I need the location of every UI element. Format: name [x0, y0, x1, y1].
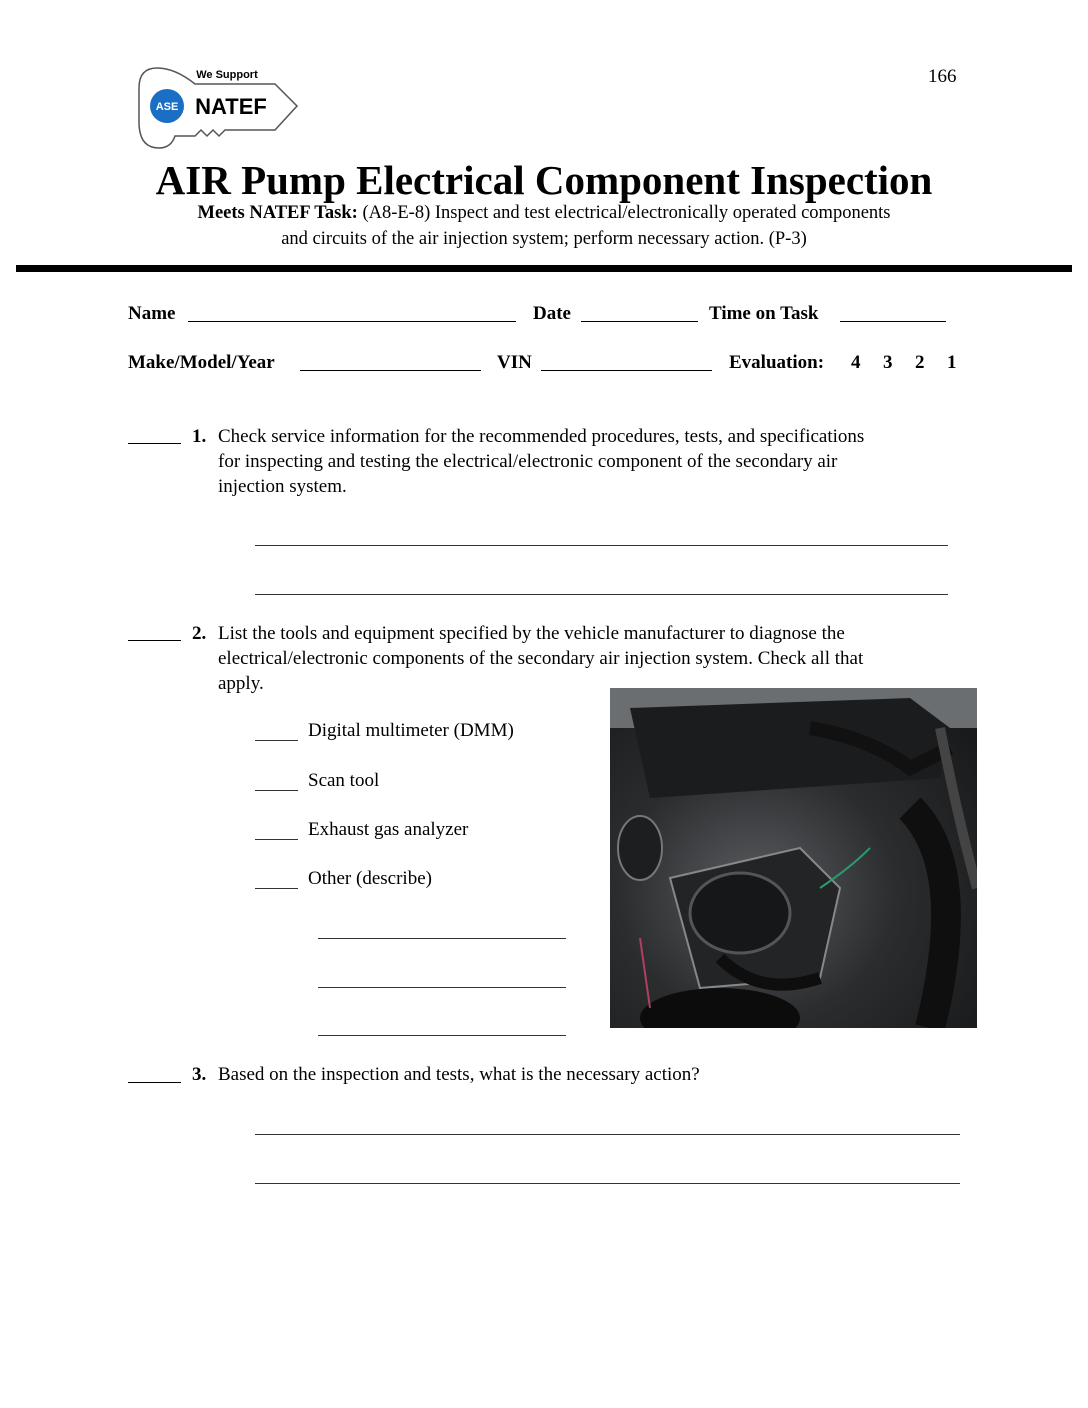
item-3-answer-line[interactable] [255, 1183, 960, 1184]
item-1-text: for inspecting and testing the electrical/electronic component of the secondary air [218, 451, 838, 472]
item-2-number: 2. [192, 623, 207, 644]
date-label: Date [533, 303, 571, 324]
checklist-blank-scan-tool[interactable] [255, 790, 298, 791]
checklist-blank-dmm[interactable] [255, 740, 298, 741]
item-1-text: injection system. [218, 476, 347, 497]
checklist-item-other: Other (describe) [308, 868, 432, 889]
other-describe-line[interactable] [318, 938, 566, 939]
checklist-blank-other[interactable] [255, 888, 298, 889]
item-3-text: Based on the inspection and tests, what is the necessary action? [218, 1064, 700, 1085]
logo-badge-text: ASE [155, 101, 179, 113]
make-model-year-field[interactable] [300, 370, 481, 371]
other-describe-line[interactable] [318, 1035, 566, 1036]
item-1-answer-line[interactable] [255, 545, 948, 546]
task-line-1 [0, 203, 1088, 224]
date-field[interactable] [581, 321, 698, 322]
time-on-task-field[interactable] [840, 321, 946, 322]
page-title: AIR Pump Electrical Component Inspection [155, 157, 933, 203]
svg-text:We Support: We Support [196, 69, 258, 81]
make-model-year-label: Make/Model/Year [128, 352, 275, 373]
svg-text:NATEF: NATEF [195, 94, 267, 119]
page-number: 166 [928, 66, 957, 87]
evaluation-score-4[interactable]: 4 [851, 352, 861, 373]
item-2-check-blank[interactable] [128, 640, 181, 641]
other-describe-line[interactable] [318, 987, 566, 988]
natef-logo [135, 62, 303, 154]
item-3-check-blank[interactable] [128, 1082, 181, 1083]
task-label: Meets NATEF Task: [197, 203, 358, 223]
time-on-task-label: Time on Task [709, 303, 819, 324]
item-2-text: apply. [218, 673, 264, 694]
evaluation-label: Evaluation: [729, 352, 825, 373]
key-logo-icon [135, 62, 303, 154]
item-1-answer-line[interactable] [255, 594, 948, 595]
item-2-text: electrical/electronic components of the secondary air injection system. Check all that [218, 648, 864, 669]
name-field[interactable] [188, 321, 516, 322]
item-2-text: List the tools and equipment specified by the vehicle manufacturer to diagnose the [218, 623, 845, 644]
evaluation-score-2[interactable]: 2 [915, 352, 925, 373]
checklist-blank-gas-analyzer[interactable] [255, 839, 298, 840]
evaluation-score-3[interactable]: 3 [883, 352, 893, 373]
air-pump-photo [610, 688, 977, 1028]
evaluation-score-1[interactable]: 1 [947, 352, 957, 373]
item-1-text: Check service information for the recommended procedures, tests, and specifications [218, 426, 865, 447]
engine-photo-icon [610, 688, 977, 1028]
header-divider [16, 265, 1072, 272]
item-1-check-blank[interactable] [128, 443, 181, 444]
checklist-item-gas-analyzer: Exhaust gas analyzer [308, 819, 469, 840]
item-3-number: 3. [192, 1064, 207, 1085]
vin-field[interactable] [541, 370, 712, 371]
item-3-answer-line[interactable] [255, 1134, 960, 1135]
vin-label: VIN [497, 352, 532, 373]
task-line-2: and circuits of the air injection system; perform necessary action. (P-3) [281, 229, 807, 249]
name-label: Name [128, 303, 176, 324]
item-1-number: 1. [192, 426, 207, 447]
task-text-1: (A8-E-8) Inspect and test electrical/electronically operated components [362, 203, 891, 223]
checklist-item-dmm: Digital multimeter (DMM) [308, 720, 514, 741]
checklist-item-scan-tool: Scan tool [308, 770, 380, 791]
